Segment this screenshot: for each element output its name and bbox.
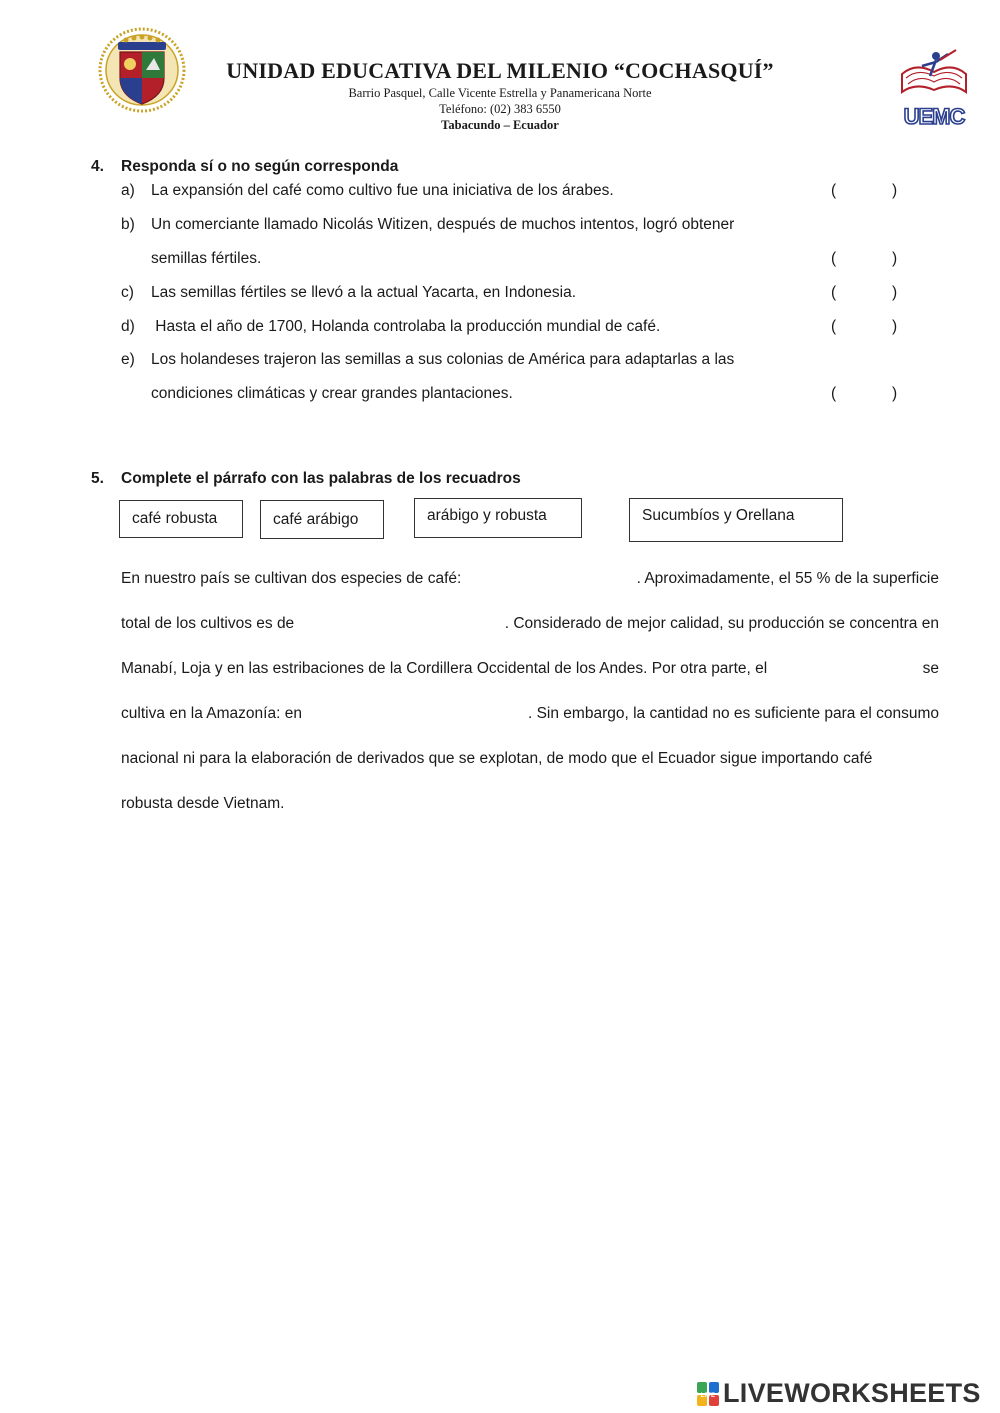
- q4-item-b-letter: b): [121, 216, 135, 233]
- q5-title: Complete el párrafo con las palabras de los recuadros: [121, 470, 521, 487]
- q4-item-b-text-line1: Un comerciante llamado Nicolás Witizen, después de muchos intentos, logró obtener: [151, 216, 735, 233]
- q4-item-c-text: Las semillas fértiles se llevó a la actual Yacarta, en Indonesia.: [151, 284, 577, 301]
- q4-item-c-answer-field[interactable]: [842, 282, 888, 304]
- paragraph-text: Manabí, Loja y en las estribaciones de la Cordillera Occidental de los Andes. Por otra parte, el: [121, 660, 768, 677]
- uemc-logo: [896, 46, 972, 130]
- school-name: UNIDAD EDUCATIVA DEL MILENIO “COCHASQUÍ”: [226, 58, 774, 83]
- q4-title: Responda sí o no según corresponda: [121, 158, 399, 175]
- word-bank-box-arabigo-y-robusta: [414, 498, 582, 538]
- q4-item-d-text: Hasta el año de 1700, Holanda controlaba la producción mundial de café.: [151, 318, 661, 335]
- q5-blank-2[interactable]: [324, 615, 474, 635]
- word-bank-box-sucumbios-y-orellana: [629, 498, 843, 542]
- q4-item-d-paren-open: (: [831, 318, 837, 335]
- q4-item-b-paren-close: ): [892, 250, 898, 267]
- q4-item-a-text: La expansión del café como cultivo fue una iniciativa de los árabes.: [151, 182, 614, 199]
- q4-item-a-paren-close: ): [892, 182, 898, 199]
- q5-paragraph-line-5: nacional ni para la elaboración de derivados que se explotan, de modo que el Ecuador sigue importando café: [121, 750, 873, 767]
- q4-item-c-letter: c): [121, 284, 134, 301]
- q5-blank-3[interactable]: [797, 660, 893, 680]
- paragraph-text: se: [922, 660, 939, 677]
- q4-item-d-letter: d): [121, 318, 135, 335]
- school-address: Barrio Pasquel, Calle Vicente Estrella y Panamericana Norte: [348, 86, 652, 100]
- word-bank-label: café arábigo: [273, 510, 359, 528]
- liveworksheets-badge-icon: [697, 1382, 719, 1406]
- q4-item-d-answer-field[interactable]: [842, 316, 888, 338]
- q4-item-e-answer-field[interactable]: [842, 383, 888, 405]
- q5-paragraph-line-2: [121, 615, 939, 635]
- q4-item-b-answer-field[interactable]: [842, 248, 888, 270]
- q5-blank-1[interactable]: [487, 570, 611, 590]
- school-phone: Teléfono: (02) 383 6550: [439, 102, 561, 116]
- q4-item-c-paren-open: (: [831, 284, 837, 301]
- q4-item-d-paren-close: ): [892, 318, 898, 335]
- q4-item-e-paren-close: ): [892, 385, 898, 402]
- paragraph-text: . Sin embargo, la cantidad no es suficiente para el consumo: [527, 705, 939, 722]
- q4-item-a-letter: a): [121, 182, 135, 199]
- word-bank-label: arábigo y robusta: [427, 507, 547, 524]
- q5-paragraph-line-4: [121, 705, 939, 725]
- paragraph-text: . Considerado de mejor calidad, su producción se concentra en: [504, 615, 939, 632]
- word-bank-label: Sucumbíos y Orellana: [642, 507, 795, 524]
- school-city: Tabacundo – Ecuador: [441, 118, 559, 132]
- q4-item-e-letter: e): [121, 351, 135, 368]
- word-bank-box-cafe-arabigo: [260, 500, 384, 539]
- q5-number: 5.: [91, 470, 104, 487]
- q4-number: 4.: [91, 158, 104, 175]
- paragraph-text: total de los cultivos es de: [121, 615, 295, 632]
- paragraph-text: En nuestro país se cultivan dos especies de café:: [121, 570, 462, 587]
- q4-item-e-text-line2: condiciones climáticas y crear grandes plantaciones.: [151, 385, 513, 402]
- liveworksheets-watermark: [697, 1378, 981, 1409]
- liveworksheets-badge-text: LIVE: [700, 1392, 716, 1399]
- q4-item-c-paren-close: ): [892, 284, 898, 301]
- q4-item-a-answer-field[interactable]: [842, 180, 888, 202]
- q5-paragraph-line-1: [121, 570, 939, 590]
- q4-item-e-paren-open: (: [831, 385, 837, 402]
- q4-item-b-text-line2: semillas fértiles.: [151, 250, 262, 267]
- uemc-logo-text: UEMC: [903, 104, 965, 129]
- word-bank-box-cafe-robusta: [119, 500, 243, 538]
- paragraph-text: cultiva en la Amazonía: en: [121, 705, 302, 722]
- liveworksheets-text: LIVEWORKSHEETS: [723, 1378, 981, 1408]
- q4-item-a-paren-open: (: [831, 182, 837, 199]
- q4-item-e-text-line1: Los holandeses trajeron las semillas a sus colonias de América para adaptarlas a las: [151, 351, 735, 368]
- paragraph-text: . Aproximadamente, el 55 % de la superficie: [636, 570, 939, 587]
- word-bank-label: café robusta: [132, 510, 218, 527]
- q5-blank-4[interactable]: [332, 705, 498, 725]
- q4-item-b-paren-open: (: [831, 250, 837, 267]
- q5-paragraph-line-3: [121, 660, 939, 680]
- q5-paragraph-line-6: robusta desde Vietnam.: [121, 795, 285, 812]
